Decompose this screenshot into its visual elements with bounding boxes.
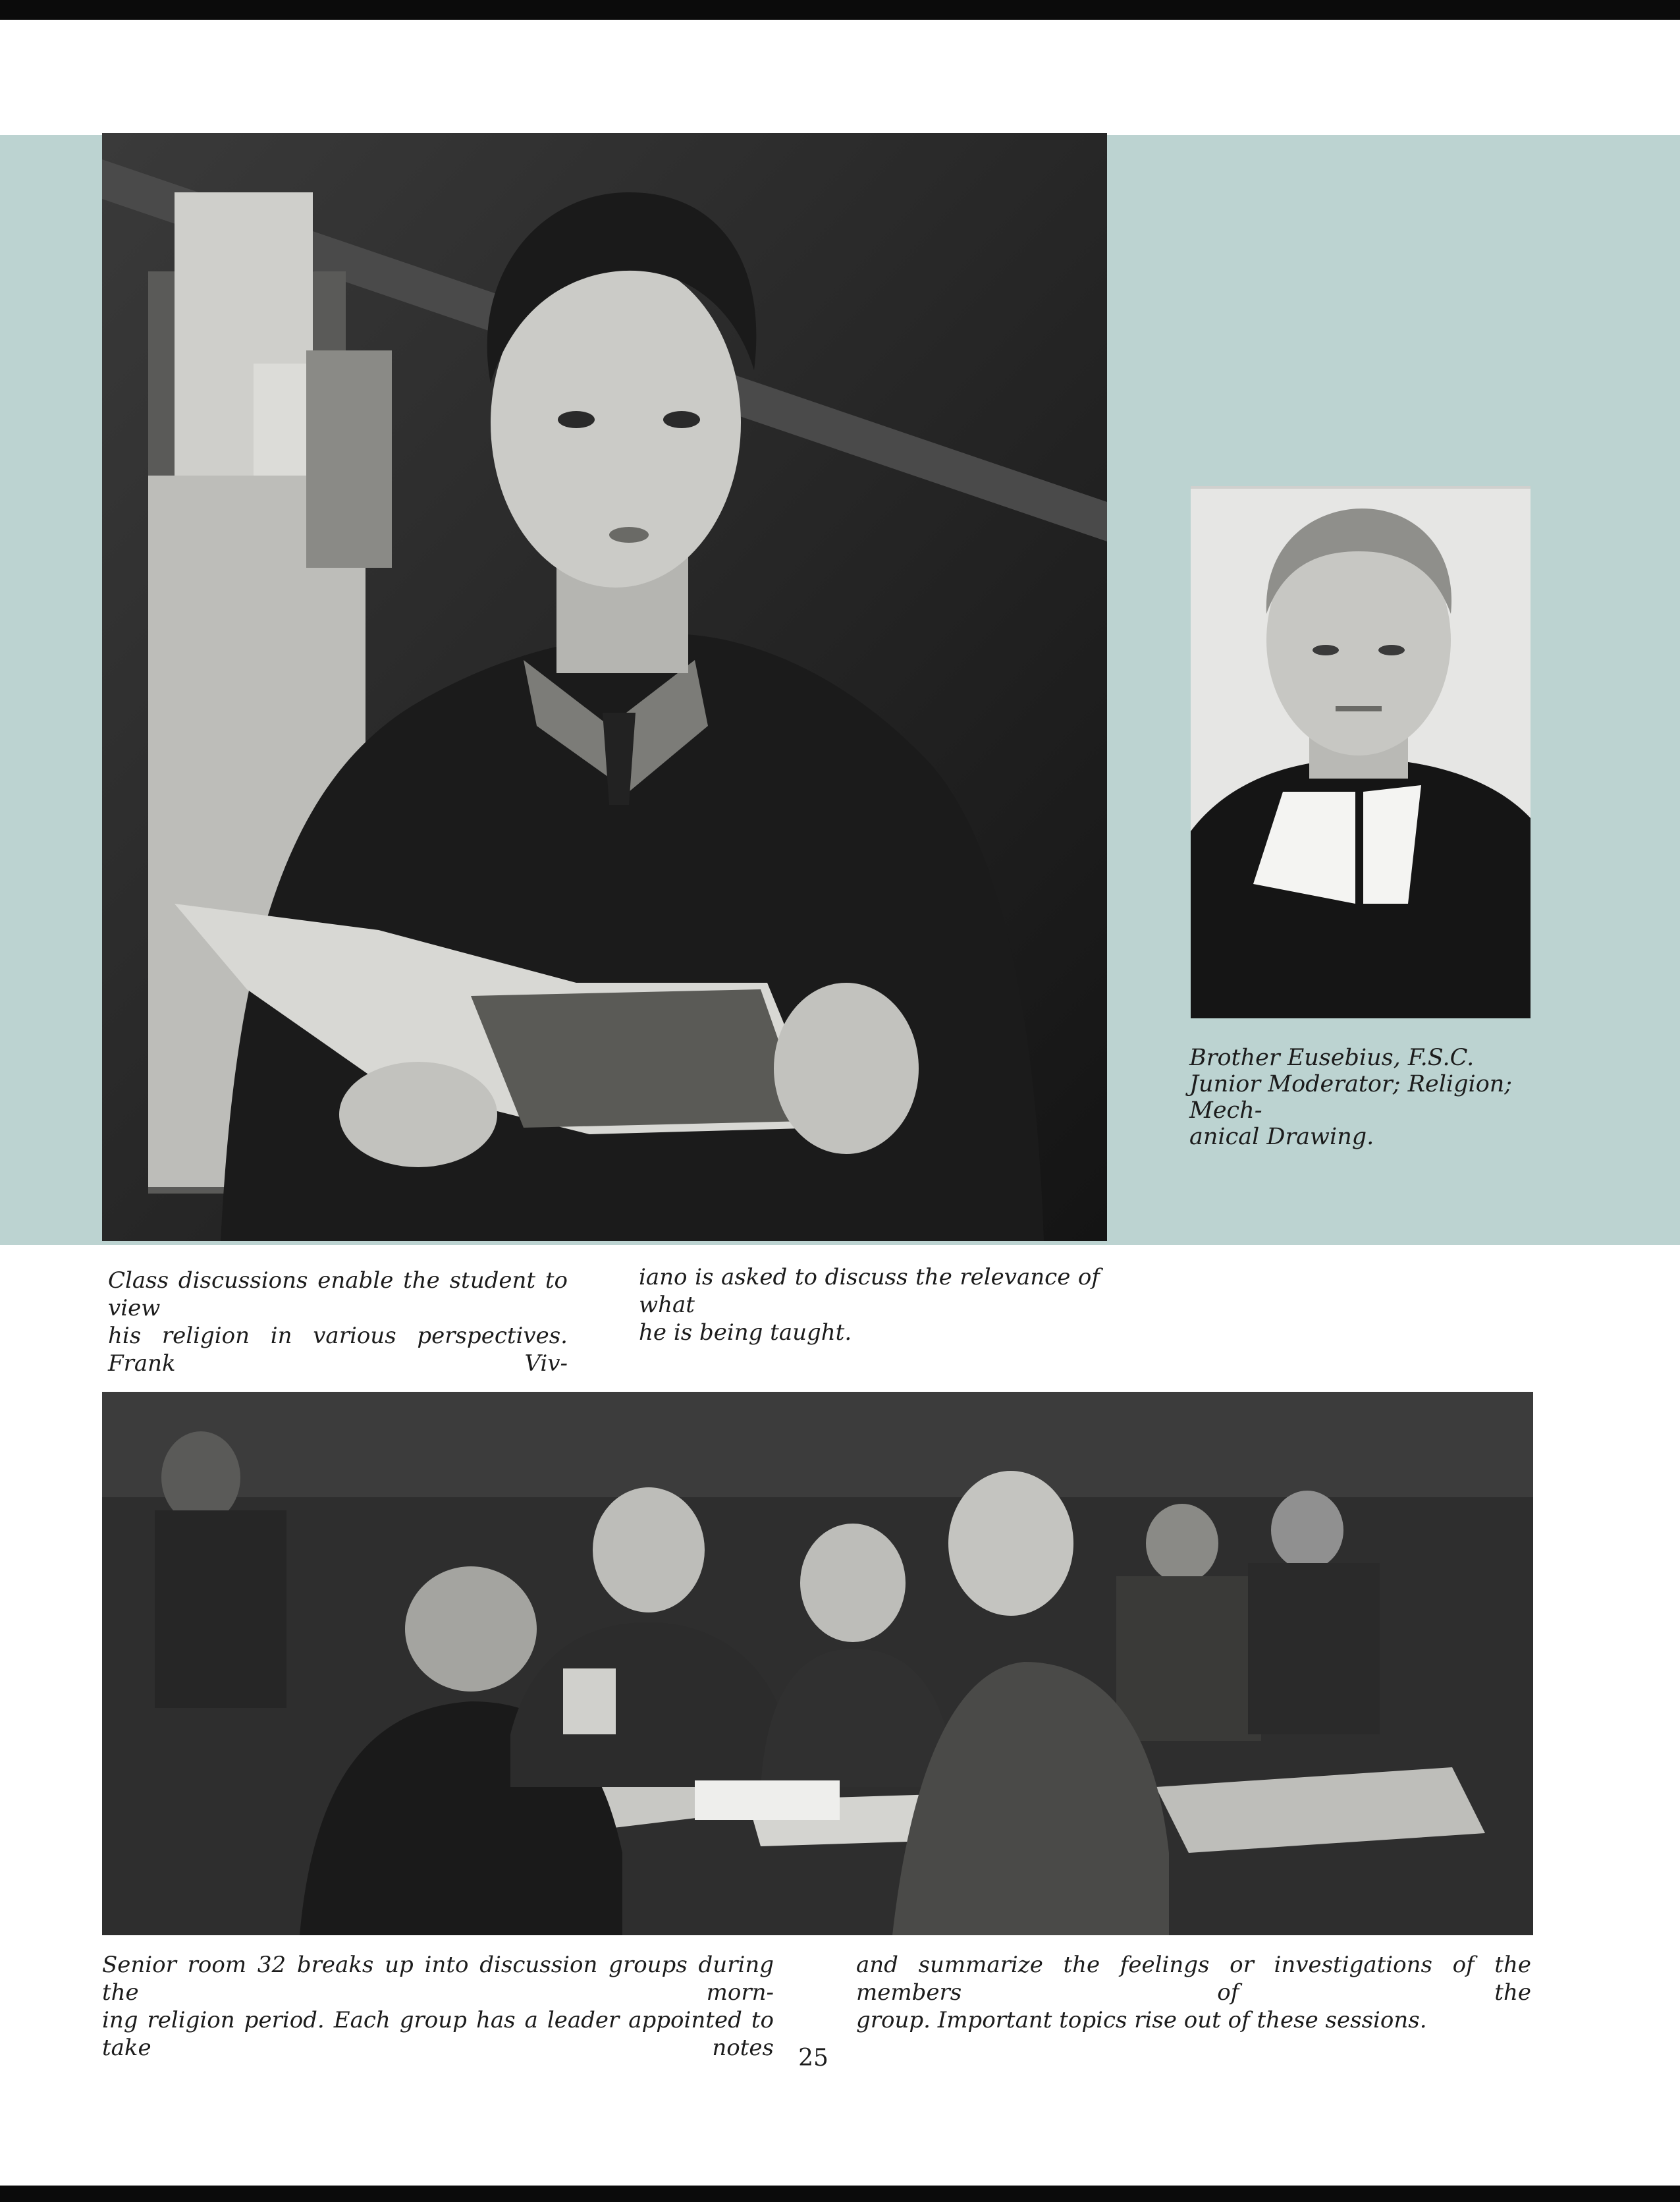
scan-bottom-edge	[0, 2186, 1680, 2202]
senior-room-discussion-photo	[102, 1392, 1533, 1935]
page-number: 25	[798, 2045, 828, 2072]
brother-eusebius-caption	[1189, 1045, 1532, 1150]
caption-line: iano is asked to discuss the relevance of what	[639, 1264, 1100, 1318]
caption-line: and summarize the feelings or investigations of the members of the	[856, 1952, 1531, 2006]
brother-eusebius-portrait	[1191, 486, 1531, 1018]
caption-line: his religion in various perspectives. Frank Viv-	[108, 1323, 568, 1377]
scan-top-edge	[0, 0, 1680, 20]
class-discussion-caption-col2	[639, 1263, 1100, 1346]
caption-line: Senior room 32 breaks up into discussion groups during the morn-	[102, 1952, 774, 2006]
senior-room-caption-col2	[856, 1951, 1531, 2034]
caption-line: he is being taught.	[639, 1319, 852, 1346]
caption-line: Brother Eusebius, F.S.C.	[1189, 1045, 1475, 1071]
caption-line: anical Drawing.	[1189, 1124, 1374, 1150]
caption-line: Class discussions enable the student to view	[108, 1267, 568, 1321]
class-discussion-caption-col1	[108, 1267, 568, 1377]
senior-room-caption-col1	[102, 1951, 774, 2062]
caption-line: ing religion period. Each group has a leader appointed to take notes	[102, 2007, 774, 2061]
caption-line: group. Important topics rise out of these sessions.	[856, 2007, 1427, 2033]
student-with-book-photo	[102, 133, 1107, 1241]
caption-line: Junior Moderator; Religion; Mech-	[1189, 1071, 1513, 1124]
